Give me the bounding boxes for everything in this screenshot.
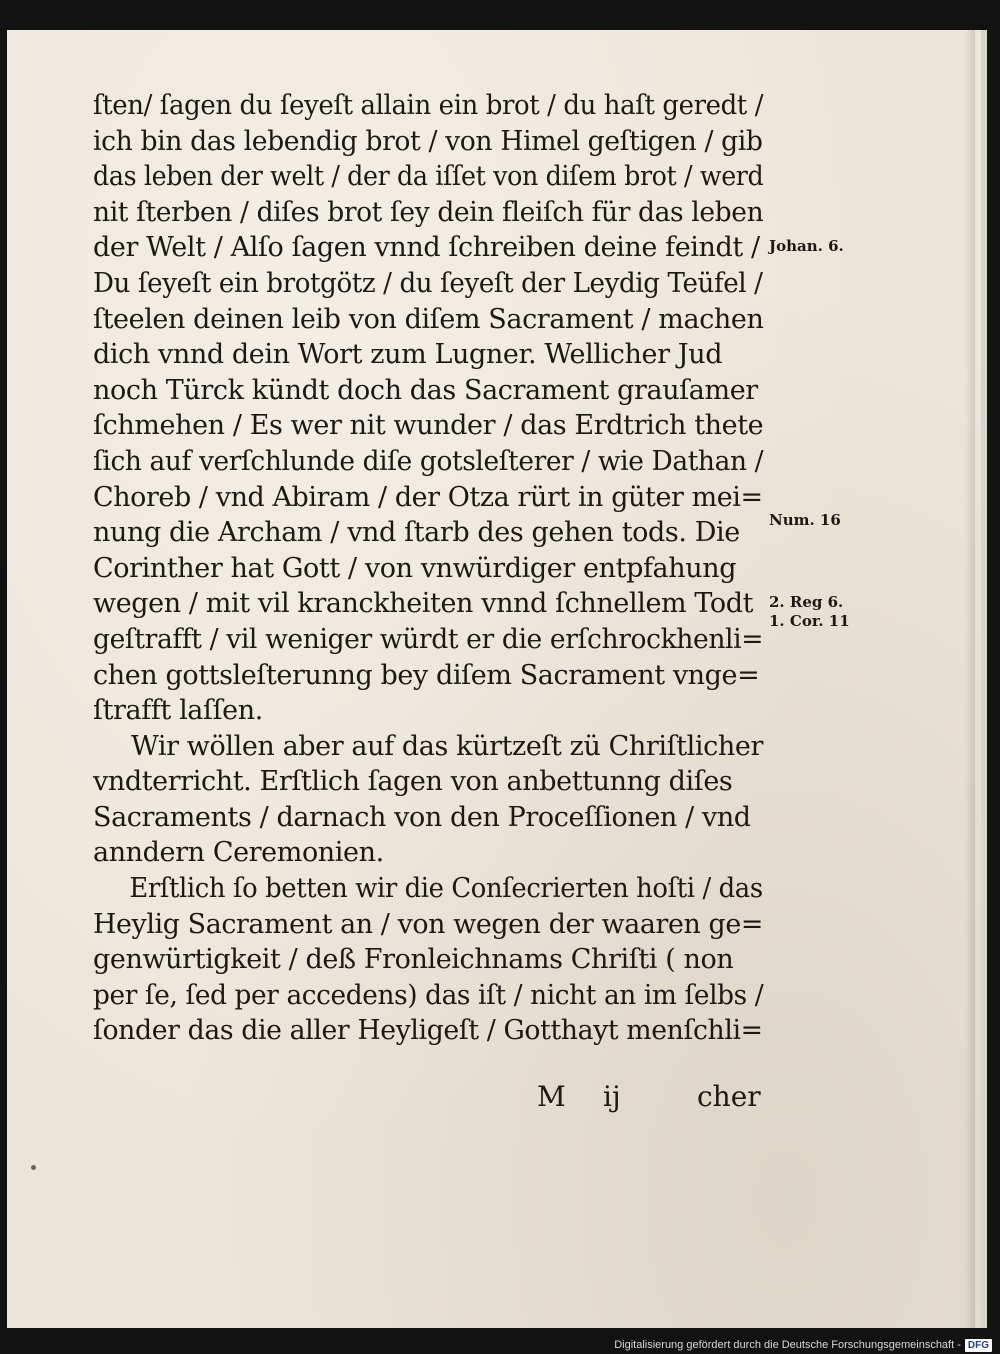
text-line: Corinther hat Gott / von vnwürdiger entpfahung	[93, 552, 737, 584]
text-line: ſich auf verſchlunde diſe gotsleſterer / wie Dathan /	[93, 445, 764, 477]
text-line: Heylig Sacrament an / von wegen der waaren ge=	[93, 908, 763, 940]
catchline	[7, 1080, 767, 1120]
text-line: ich bin das lebendig brot / von Himel geſtigen / gib	[93, 125, 763, 157]
text-line: nung die Archam / vnd ſtarb des gehen tods. Die	[93, 517, 740, 549]
text-line: dich vnnd dein Wort zum Lugner. Wellicher Jud	[93, 339, 723, 371]
catchword: cher	[697, 1080, 761, 1113]
text-line: Erſtlich ſo betten wir die Conſecrierten hoſti / das	[129, 873, 763, 905]
text-line: wegen / mit vil kranckheiten vnnd ſchnellem Todt	[93, 588, 754, 620]
text-line: geſtrafft / vil weniger würdt er die erſchrockhenli=	[93, 623, 764, 655]
text-line: noch Türck kündt doch das Sacrament grauſamer	[93, 374, 758, 406]
body-text	[93, 88, 763, 1049]
text-line: anndern Ceremonien.	[93, 837, 384, 869]
text-line: Choreb / vnd Abiram / der Otza rürt in güter mei=	[93, 481, 763, 513]
text-line: nit ſterben / diſes brot ſey dein fleiſch für das leben	[93, 196, 764, 228]
digitization-footer	[614, 1337, 992, 1353]
book-page	[7, 30, 987, 1328]
margin-note-num: Num. 16	[769, 511, 841, 529]
text-line: das leben der welt / der da iſſet von diſem brot / werd	[93, 161, 764, 193]
signature-number: ij	[603, 1080, 621, 1113]
text-line: Du ſeyeſt ein brotgötz / du ſeyeſt der Leydig Teüfel /	[93, 267, 763, 299]
text-line: ſtrafft laſſen.	[93, 695, 263, 727]
margin-note-reg: 2. Reg 6.	[769, 593, 844, 611]
text-line: Sacraments / darnach von den Proceſſionen / vnd	[93, 801, 751, 833]
dfg-logo-icon: DFG	[965, 1339, 992, 1352]
text-line: vndterricht. Erſtlich ſagen von anbettunng diſes	[93, 766, 733, 798]
text-line: Wir wöllen aber auf das kürtzeſt zü Chriſtlicher	[131, 730, 763, 762]
text-line: der Welt / Alſo ſagen vnnd ſchreiben deine feindt /	[93, 232, 760, 264]
margin-note-johan: Johan. 6.	[769, 237, 844, 255]
text-line: ſchmehen / Es wer nit wunder / das Erdtrich thete	[93, 410, 764, 442]
paper-blemish	[31, 1165, 36, 1170]
text-line: chen gottsleſterunng bey diſem Sacrament vnge=	[93, 659, 760, 691]
footer-credit-text: Digitalisierung gefördert durch die Deutsche Forschungsgemeinschaft -	[614, 1339, 961, 1351]
text-line: ſonder das die aller Heyligeſt / Gotthayt menſchli=	[93, 1015, 763, 1047]
margin-note-cor: 1. Cor. 11	[769, 612, 850, 630]
text-line: per ſe, ſed per accedens) das iſt / nicht an im ſelbs /	[93, 979, 764, 1011]
text-line: genwürtigkeit / deß Fronleichnams Chriſti ( non	[93, 944, 734, 976]
page-edge-shadow	[965, 30, 975, 1328]
signature-mark: M	[537, 1080, 566, 1113]
text-line: ſteelen deinen leib von diſem Sacrament / machen	[93, 303, 764, 335]
text-line: ſten/ ſagen du ſeyeſt allain ein brot / du haſt geredt /	[93, 90, 764, 121]
